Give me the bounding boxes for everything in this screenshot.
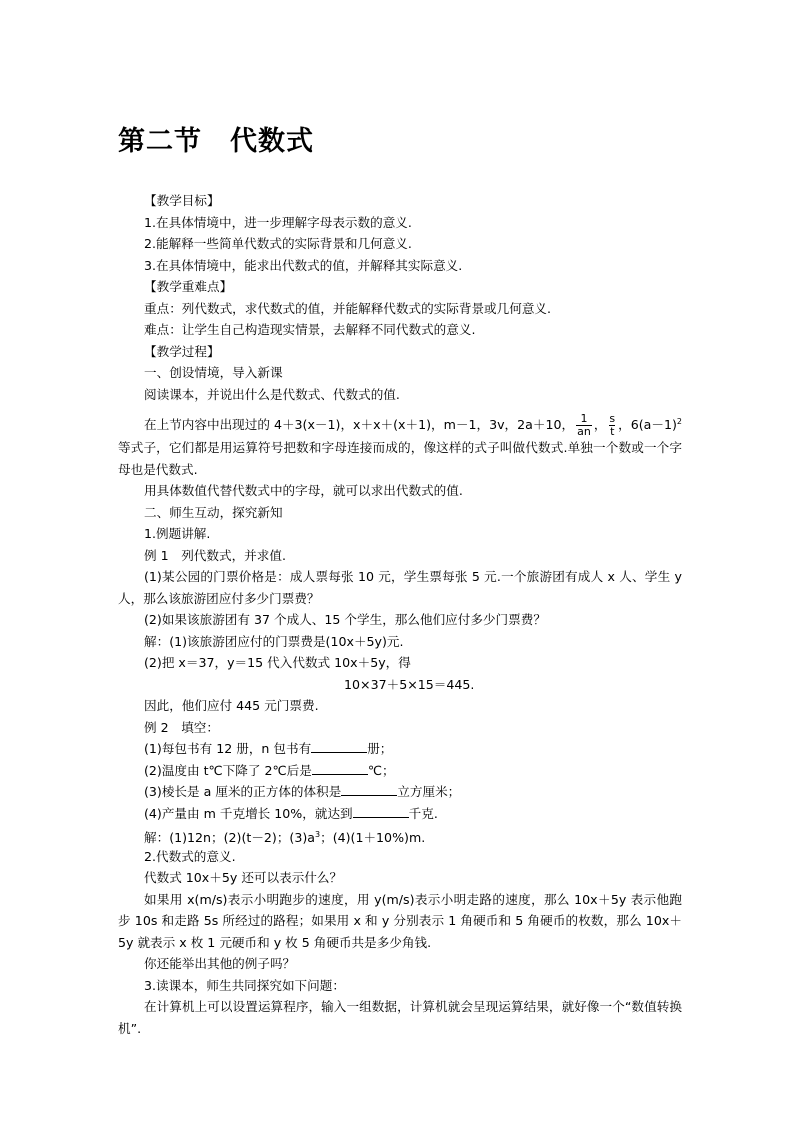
- subsection-3: 3.读课本，师生共同探究如下问题：: [144, 977, 345, 993]
- fill-blank-text: (1)每包书有 12 册，n 包书有: [144, 741, 312, 756]
- examples-suffix: ，6(a－1): [618, 417, 677, 433]
- fill-blank-item: [118, 760, 682, 782]
- answer-blank: [311, 739, 367, 753]
- definition-paragraph: 等式子，它们都是用运算符号把数和字母连接而成的，像这样的式子叫做代数式.单独一个数或一个字母也是代数式.: [118, 440, 682, 477]
- fraction-1-over-an: [576, 413, 592, 438]
- objective-item: 2.能解释一些简单代数式的实际背景和几何意义.: [144, 236, 412, 251]
- fraction-numerator: s: [609, 412, 616, 426]
- fill-blank-item: [118, 803, 682, 825]
- answer-blank: [312, 761, 368, 775]
- fill-blank-text: (3)棱长是 a 厘米的正方体的体积是: [144, 784, 342, 799]
- document-body: [118, 190, 682, 1039]
- example2-title: 例 2 填空：: [144, 719, 219, 735]
- example1-calculation: 10×37＋5×15＝445.: [344, 676, 475, 692]
- section1-title: 一、创设情境，导入新课: [144, 365, 283, 380]
- example1-solution1: 解：(1)该旅游团应付的门票费是(10x＋5y)元.: [144, 633, 404, 649]
- key-point: 重点：列代数式，求代数式的值，并能解释代数式的实际背景或几何意义.: [144, 300, 552, 316]
- example1-title: 例 1 列代数式，并求值.: [144, 547, 286, 563]
- fill-blank-unit: 立方厘米；: [397, 784, 461, 799]
- example1-solution2: (2)把 x＝37，y＝15 代入代数式 10x＋5y，得: [144, 655, 411, 670]
- objective-item: 1.在具体情境中，进一步理解字母表示数的意义.: [144, 214, 412, 230]
- exponent: 2: [676, 417, 682, 426]
- process-heading: 【教学过程】: [144, 343, 220, 359]
- subsection-2: 2.代数式的意义.: [144, 848, 236, 864]
- fill-blank-item: [118, 738, 682, 760]
- final-paragraph: 在计算机上可以设置运算程序，输入一组数据，计算机就会呈现运算结果，就好像一个“数值转换机”.: [118, 999, 682, 1036]
- fill-blank-unit: 千克.: [408, 805, 438, 821]
- fill-blank-text: (4)产量由 m 千克增长 10%，就达到: [144, 805, 353, 821]
- example2-solution: [118, 824, 682, 846]
- other-examples-question: 你还能举出其他的例子吗？: [144, 956, 296, 971]
- exponent: 3: [315, 830, 321, 839]
- solution-text: 解：(1)12n；(2)(t－2)；(3)a: [144, 830, 315, 846]
- fill-blank-text: (2)温度由 t℃下降了 2℃后是: [144, 762, 312, 778]
- fraction-denominator: an: [577, 425, 591, 439]
- examples-prefix: 在上节内容中出现过的 4＋3(x－1)，x＋x＋(x＋1)，m－1，3v，2a＋10，: [144, 417, 575, 433]
- fill-blank-item: [118, 781, 682, 803]
- value-line: 用具体数值代替代数式中的字母，就可以求出代数式的值.: [144, 483, 463, 498]
- fraction-numerator: 1: [580, 412, 588, 426]
- difficult-point: 难点：让学生自己构造现实情景，去解释不同代数式的意义.: [144, 322, 476, 337]
- meaning-paragraph: 如果用 x(m/s)表示小明跑步的速度，用 y(m/s)表示小明走路的速度，那么 10x＋5y 表示他跑步 10s 和走路 5s 所经过的路程；如果用 x 和 y 分别表示 1 角硬币和 5 角硬币的枚数，那么 10x＋5y 就表示 x 枚 1 元硬币和 y 枚 5 角硬币共是多少角钱.: [118, 891, 682, 950]
- section1-line: 阅读课本，并说出什么是代数式、代数式的值.: [144, 386, 400, 402]
- page-title: 第二节 代数式: [118, 126, 314, 157]
- objective-item: 3.在具体情境中，能求出代数式的值，并解释其实际意义.: [144, 257, 463, 273]
- meaning-question: 代数式 10x＋5y 还可以表示什么？: [144, 870, 343, 885]
- section2-title: 二、师生互动，探究新知: [144, 504, 283, 520]
- example1-question2: (2)如果该旅游团有 37 个成人、15 个学生，那么他们应付多少门票费？: [144, 612, 546, 627]
- keypoints-heading: 【教学重难点】: [144, 279, 233, 294]
- objectives-heading: 【教学目标】: [144, 193, 220, 208]
- example1-conclusion: 因此，他们应付 445 元门票费.: [144, 698, 319, 713]
- subsection-1: 1.例题讲解.: [144, 526, 211, 541]
- fill-blank-unit: ℃；: [367, 762, 395, 778]
- fraction-denominator: t: [610, 425, 615, 439]
- examples-line: 在上节内容中出现过的 4＋3(x－1)，x＋x＋(x＋1)，m－1，3v，2a＋10， $\frac{1}{an}$ ， $\frac{s}{t}$ ，$6(a-1)^2$: [144, 412, 682, 439]
- answer-blank: [341, 782, 397, 796]
- fraction-s-over-t: [608, 413, 616, 438]
- fill-blank-unit: 册；: [367, 741, 393, 756]
- example1-question1: (1)某公园的门票价格是：成人票每张 10 元，学生票每张 5 元.一个旅游团有成人 x 人、学生 y 人，那么该旅游团应付多少门票费？: [118, 569, 682, 606]
- solution-text: ；(4)(1＋10%)m.: [320, 830, 426, 846]
- answer-blank: [353, 804, 409, 818]
